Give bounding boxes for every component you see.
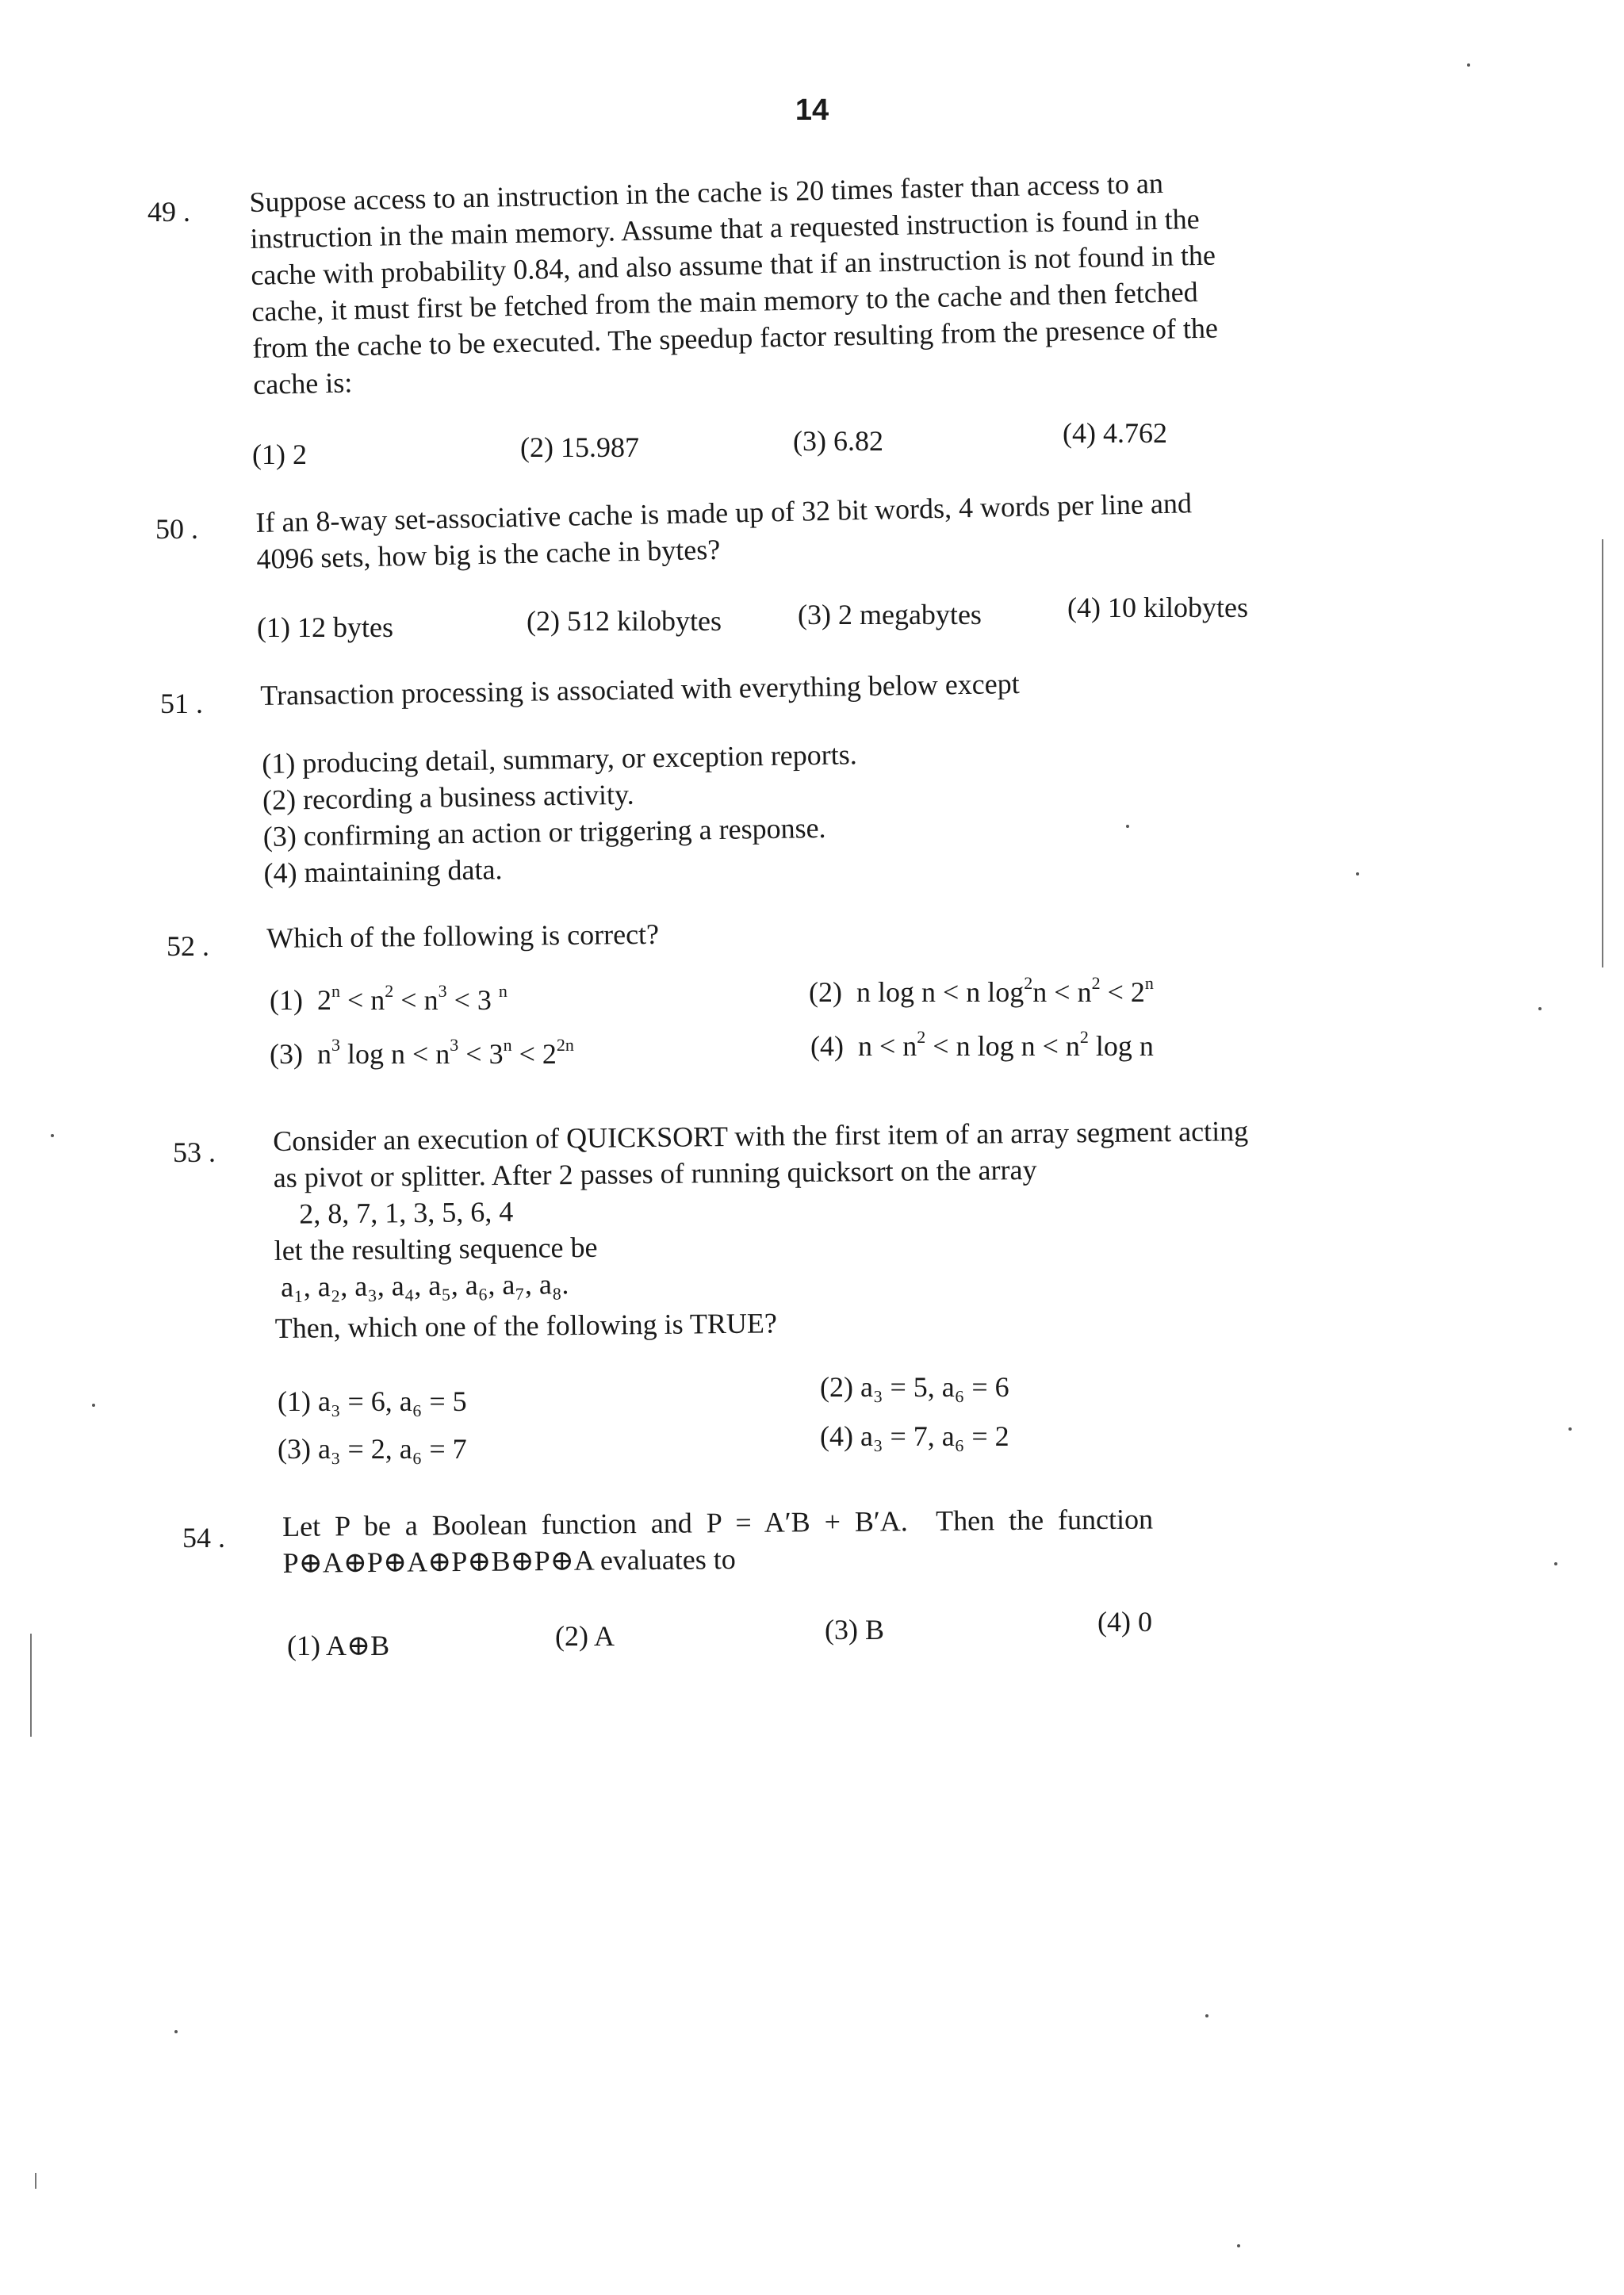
- option-label: (1): [270, 984, 303, 1016]
- math-sup: n: [498, 981, 508, 1001]
- math-sup: 2: [1079, 1027, 1089, 1047]
- math-sup: n: [331, 981, 340, 1001]
- question-49-option-2: (2) 15.987: [520, 431, 639, 463]
- math-sup: 3: [438, 981, 447, 1001]
- question-50-line: 4096 sets, how big is the cache in bytes?: [256, 533, 721, 575]
- question-50-option-3: (3) 2 megabytes: [798, 599, 982, 630]
- question-49-stem: [249, 162, 1331, 403]
- question-51-number: 51 .: [160, 688, 203, 719]
- question-52-option-2: [809, 975, 1154, 1009]
- scan-speck: [1356, 872, 1359, 875]
- math-text: < n log n < n: [925, 1030, 1080, 1062]
- question-49-line: from the cache to be executed. The speedup factor resulting from the presence of the: [251, 312, 1219, 364]
- math-text: n: [316, 1038, 331, 1070]
- question-53-option-1: (1) a₃ = 6, a₆ = 5: [278, 1385, 467, 1417]
- question-53-option-2: (2) a₃ = 5, a₆ = 6: [820, 1371, 1009, 1403]
- option-label: (3): [270, 1038, 303, 1070]
- math-text: < 3: [446, 984, 499, 1016]
- question-53-option-4: (4) a₃ = 7, a₆ = 2: [820, 1420, 1009, 1452]
- question-50-option-1: (1) 12 bytes: [257, 611, 393, 643]
- scan-speck: [1554, 1562, 1557, 1565]
- scan-speck: [1467, 63, 1470, 67]
- question-52-option-4: [810, 1029, 1154, 1063]
- option-math: [316, 1035, 574, 1070]
- question-52-option-1: [270, 983, 508, 1017]
- math-sup: 2: [1024, 973, 1033, 993]
- question-49-number: 49 .: [147, 196, 190, 228]
- question-50-option-4: (4) 10 kilobytes: [1067, 592, 1248, 623]
- question-54-option-3: (3) B: [825, 1614, 884, 1646]
- question-50-number: 50 .: [155, 513, 198, 545]
- question-53-line: Consider an execution of QUICKSORT with the first item of an array segment acting: [273, 1115, 1249, 1157]
- question-53-array: 2, 8, 7, 1, 3, 5, 6, 4: [298, 1195, 514, 1230]
- scan-edge-line: [35, 2173, 36, 2189]
- question-49-option-1: (1) 2: [252, 439, 307, 470]
- scan-edge-line: [1602, 539, 1603, 967]
- question-50-stem: [255, 482, 1335, 577]
- question-52-line: Which of the following is correct?: [266, 918, 660, 954]
- scan-speck: [1568, 1427, 1572, 1431]
- question-53-line: let the resulting sequence be: [274, 1231, 598, 1266]
- question-49-line: cache is:: [252, 366, 353, 400]
- question-53-option-3: (3) a₃ = 2, a₆ = 7: [278, 1433, 467, 1465]
- scan-speck: [1538, 1007, 1542, 1010]
- scan-speck: [174, 2030, 178, 2033]
- math-text: < n: [339, 984, 385, 1016]
- question-54-option-1: (1) A⊕B: [287, 1630, 390, 1661]
- option-math: [316, 981, 508, 1016]
- question-49-line: Suppose access to an instruction in the cache is 20 times faster than access to an: [249, 167, 1164, 218]
- question-54-option-4: (4) 0: [1097, 1606, 1152, 1638]
- question-49-line: instruction in the main memory. Assume that a requested instruction is found in the: [250, 202, 1201, 255]
- question-53-line: Then, which one of the following is TRUE?: [274, 1307, 778, 1344]
- math-text: < 2: [1100, 976, 1145, 1008]
- math-sup: 3: [331, 1035, 340, 1055]
- question-53-line: as pivot or splitter. After 2 passes of running quicksort on the array: [273, 1153, 1037, 1193]
- scan-speck: [1126, 825, 1129, 828]
- question-53-number: 53 .: [173, 1136, 216, 1168]
- question-54-expression: P⊕A⊕P⊕A⊕P⊕B⊕P⊕A evaluates to: [282, 1543, 736, 1579]
- question-51-option-3: (3) confirming an action or triggering a response.: [262, 811, 826, 852]
- question-51-option-4: (4) maintaining data.: [263, 853, 503, 889]
- math-sup: 3: [450, 1035, 459, 1055]
- question-53-stem: [273, 1112, 1354, 1347]
- scan-speck: [92, 1404, 95, 1407]
- scan-edge-line: [30, 1634, 32, 1737]
- question-54-line: Let P be a Boolean function and P = A′B + B′A. Then the function: [282, 1503, 1154, 1542]
- math-text: < 2: [511, 1038, 557, 1070]
- math-text: n < n: [1032, 976, 1092, 1008]
- question-49-option-4: (4) 4.762: [1063, 417, 1167, 449]
- question-49-line: cache with probability 0.84, and also assume that if an instruction is not found in the: [250, 239, 1216, 291]
- math-text: n log n < n log: [856, 976, 1025, 1008]
- math-sup: n: [503, 1035, 512, 1055]
- option-label: (4): [810, 1030, 844, 1062]
- question-50-option-2: (2) 512 kilobytes: [527, 605, 722, 637]
- question-49-line: cache, it must first be fetched from the main memory to the cache and then fetched: [251, 275, 1199, 328]
- question-54-number: 54 .: [182, 1522, 225, 1554]
- question-52-option-3: [270, 1037, 574, 1071]
- math-sup: 2: [385, 981, 394, 1001]
- question-51-line: Transaction processing is associated with everything below except: [260, 667, 1021, 711]
- question-52-number: 52 .: [167, 930, 209, 962]
- question-49-option-3: (3) 6.82: [793, 425, 883, 457]
- question-54-stem: [282, 1499, 1346, 1581]
- question-51-stem: [260, 662, 1212, 714]
- math-sup: 2: [1091, 973, 1101, 993]
- question-54-option-2: (2) A: [555, 1620, 615, 1652]
- page-number: 14: [795, 94, 829, 127]
- math-sup: n: [1144, 973, 1154, 993]
- math-text: < n: [393, 984, 439, 1016]
- math-text: log n < n: [339, 1038, 450, 1070]
- option-math: [857, 1027, 1154, 1062]
- question-50-line: If an 8-way set-associative cache is made up of 32 bit words, 4 words per line and: [255, 487, 1193, 538]
- option-label: (2): [809, 976, 842, 1008]
- math-text: n < n: [857, 1030, 917, 1062]
- math-text: < 3: [458, 1038, 504, 1070]
- math-sup: 2: [917, 1027, 926, 1047]
- scan-speck: [1205, 2014, 1208, 2017]
- math-text: log n: [1088, 1030, 1154, 1062]
- math-text: 2: [316, 984, 331, 1016]
- scan-speck: [1237, 2244, 1240, 2247]
- scan-speck: [51, 1134, 54, 1137]
- question-51-option-2: (2) recording a business activity.: [262, 778, 634, 816]
- question-53-sequence: a₁, a₂, a₃, a₄, a₅, a₆, a₇, a₈.: [280, 1268, 569, 1303]
- question-51-options: [262, 733, 1057, 891]
- question-52-stem: [266, 913, 980, 956]
- question-51-option-1: (1) producing detail, summary, or exception reports.: [262, 738, 858, 780]
- math-sup: 2n: [556, 1035, 574, 1055]
- option-math: [856, 973, 1154, 1008]
